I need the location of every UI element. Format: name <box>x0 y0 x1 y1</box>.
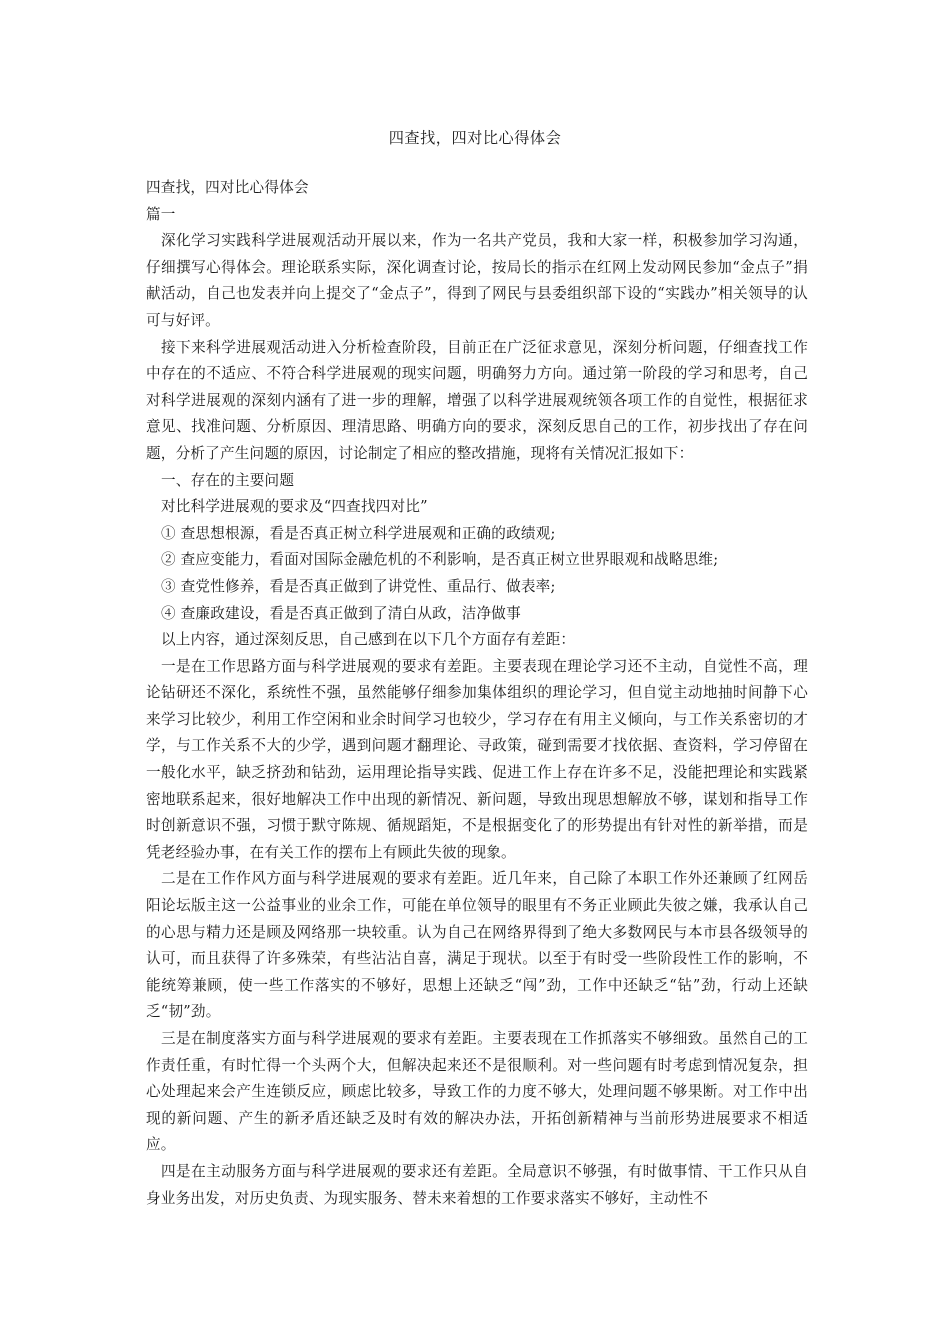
document-title: 四查找，四对比心得体会 <box>388 129 562 147</box>
document-body <box>146 175 808 1212</box>
paragraph-point-1: 一是在工作思路方面与科学进展观的要求有差距。主要表现在理论学习还不主动，自觉性不高，理论钻研还不深化，系统性不强，虽然能够仔细参加集体组织的理论学习，但自觉主动地抽时间静下心来学习比较少，利用工作空闲和业余时间学习也较少，学习存在有用主义倾向，与工作关系密切的才学，与工作关系不大的少学，遇到问题才翻理论、寻政策，碰到需要才找依据、查资料，学习停留在一般化水平，缺乏挤劲和钻劲，运用理论指导实践、促进工作上存在许多不足，没能把理论和实践紧密地联系起来，很好地解决工作中出现的新情况、新问题，导致出现思想解放不够，谋划和指导工作时创新意识不强，习惯于默守陈规、循规蹈矩，不是根据变化了的形势提出有针对性的新举措，而是凭老经验办事，在有关工作的摆布上有顾此失彼的现象。 <box>146 657 808 861</box>
paragraph-intro: 深化学习实践科学进展观活动开展以来，作为一名共产党员，我和大家一样，积极参加学习沟通，仔细撰写心得体会。理论联系实际，深化调查讨论，按局长的指示在红网上发动网民参加“金点子”捐献活动，自己也发表并向上提交了“金点子”，得到了网民与县委组织部下设的“实践办”相关领导的认可与好评。 <box>146 232 808 329</box>
section-label: 篇一 <box>146 205 176 223</box>
paragraph-comparison: 对比科学进展观的要求及“四查找四对比” <box>161 498 428 516</box>
paragraph-point-3: 三是在制度落实方面与科学进展观的要求有差距。主要表现在工作抓落实不够细致。虽然自己的工作责任重，有时忙得一个头两个大，但解决起来还不是很顺利。对一些问题有时考虑到情况复杂，担心处理起来会产生连锁反应，顾虑比较多，导致工作的力度不够大，处理问题不够果断。对工作中出现的新问题、产生的新矛盾还缺乏及时有效的解决办法，开拓创新精神与当前形势进展要求不相适应。 <box>146 1030 808 1154</box>
list-item-3: ③ 查党性修养，看是否真正做到了讲党性、重品行、做表率; <box>161 577 556 595</box>
list-item-4: ④ 查廉政建设，看是否真正做到了清白从政，洁净做事 <box>161 604 521 622</box>
paragraph-analysis: 接下来科学进展观活动进入分析检查阶段，目前正在广泛征求意见，深刻分析问题，仔细查找工作中存在的不适应、不符合科学进展观的现实问题，明确努力方向。通过第一阶段的学习和思考，自己对科学进展观的深刻内涵有了进一步的理解，增强了以科学进展观统领各项工作的自觉性，根据征求意见、找准问题、分析原因、理清思路、明确方向的要求，深刻反思自己的工作，初步找出了存在问题，分析了产生问题的原因，讨论制定了相应的整改措施，现将有关情况汇报如下： <box>146 338 808 462</box>
document-heading: 四查找，四对比心得体会 <box>146 179 309 196</box>
paragraph-point-4: 四是在主动服务方面与科学进展观的要求还有差距。全局意识不够强，有时做事情、干工作只从自身业务出发，对历史负责、为现实服务、替未来着想的工作要求落实不够好，主动性不 <box>146 1162 808 1207</box>
section-heading-problems: 一、存在的主要问题 <box>161 471 295 489</box>
paragraph-summary: 以上内容，通过深刻反思，自己感到在以下几个方面存有差距： <box>161 631 576 649</box>
paragraph-point-2: 二是在工作作风方面与科学进展观的要求有差距。近几年来，自己除了本职工作外还兼顾了红网岳阳论坛版主这一公益事业的业余工作，可能在单位领导的眼里有不务正业顾此失彼之嫌，我承认自己的心思与精力还是顾及网络那一块较重。认为自己在网络界得到了绝大多数网民与本市县各级领导的认可，而且获得了许多殊荣，有些沾沾自喜，满足于现状。以至于有时受一些阶段性工作的影响，不能统筹兼顾，使一些工作落实的不够好，思想上还缺乏“闯”劲，工作中还缺乏“钻”劲，行动上还缺乏“韧”劲。 <box>146 870 808 1021</box>
list-item-1: ① 查思想根源，看是否真正树立科学进展观和正确的政绩观; <box>161 524 556 542</box>
list-item-2: ② 查应变能力，看面对国际金融危机的不利影响，是否真正树立世界眼观和战略思维; <box>161 551 719 569</box>
